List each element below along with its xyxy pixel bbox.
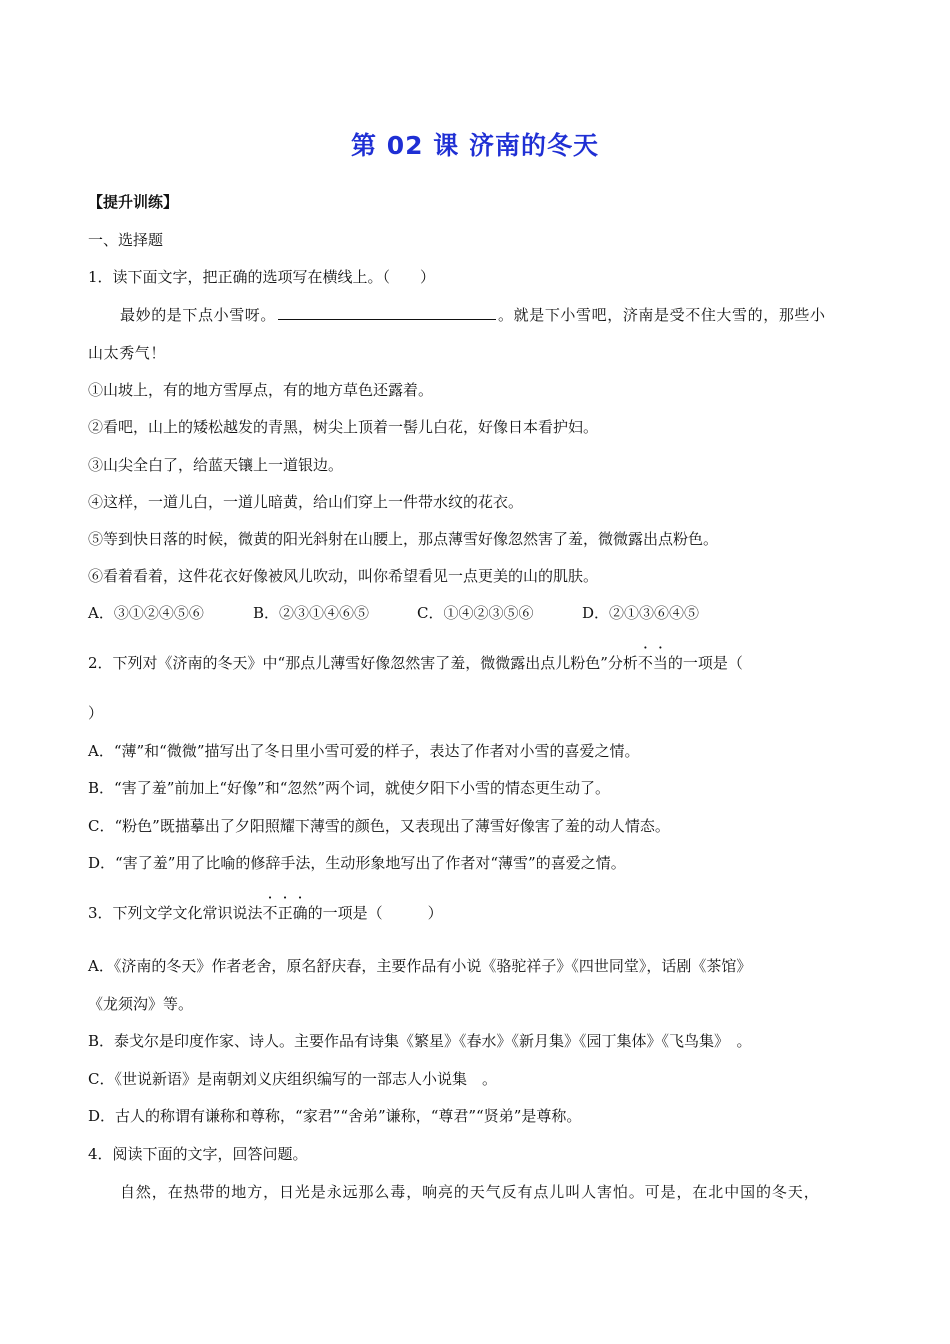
option-d: D．“害了羞”用了比喻的修辞手法，生动形象地写出了作者对“薄雪”的喜爱之情。 bbox=[88, 854, 626, 872]
passage-text-before: 最妙的是下点小雪呀。 bbox=[120, 306, 277, 324]
part-label: 一、选择题 bbox=[88, 231, 164, 249]
emphasis-char: 不 bbox=[262, 904, 278, 922]
emphasis-char: 确 bbox=[292, 904, 308, 922]
passage-text-after: 。就是下小雪吧，济南是受不住大雪的，那些小 bbox=[498, 306, 826, 324]
question-1-options bbox=[88, 603, 848, 623]
stem-text-end: 的一项是（ ） bbox=[307, 904, 443, 922]
sentence-item: ③山尖全白了，给蓝天镶上一道银边。 bbox=[88, 456, 344, 474]
option-a-continued: 《龙须沟》等。 bbox=[88, 995, 194, 1013]
option-a: A．③①②④⑤⑥ bbox=[88, 604, 204, 622]
option-d: D．②①③⑥④⑤ bbox=[582, 604, 700, 622]
option-a: A．《济南的冬天》作者老舍，原名舒庆春，主要作品有小说《骆驼祥子》《四世同堂》，话剧《茶馆》 bbox=[88, 957, 752, 975]
emphasis-char: 正 bbox=[277, 904, 293, 922]
emphasis-char: 不 bbox=[637, 654, 653, 672]
stem-text: 2．下列对《济南的冬天》中“那点儿薄雪好像忽然害了羞，微微露出点儿粉色”分析 bbox=[88, 654, 638, 672]
sentence-item: ②看吧，山上的矮松越发的青黑，树尖上顶着一髻儿白花，好像日本看护妇。 bbox=[88, 418, 599, 436]
option-c: C．《世说新语》是南朝刘义庆组织编写的一部志人小说集 。 bbox=[88, 1070, 497, 1088]
option-b: B．泰戈尔是印度作家、诗人。主要作品有诗集《繁星》《春水》《新月集》《园丁集体》《飞鸟集》 。 bbox=[88, 1032, 752, 1050]
stem-text: 3．下列文学文化常识说法 bbox=[88, 904, 263, 922]
section-label: 【提升训练】 bbox=[88, 193, 179, 211]
option-c: C．“粉色”既描摹出了夕阳照耀下薄雪的颜色，又表现出了薄雪好像害了羞的动人情态。 bbox=[88, 817, 670, 835]
question-4-passage: 自然，在热带的地方，日光是永远那么毒，响亮的天气反有点儿叫人害怕。可是，在北中国的冬天， bbox=[120, 1183, 820, 1201]
question-1-passage bbox=[120, 305, 826, 325]
page-title: 第 02 课 济南的冬天 bbox=[351, 131, 599, 160]
question-3-stem bbox=[88, 903, 443, 923]
answer-blank bbox=[278, 305, 496, 320]
question-2-stem bbox=[88, 653, 743, 673]
sentence-item: ①山坡上，有的地方雪厚点，有的地方草色还露着。 bbox=[88, 381, 434, 399]
option-b: B．②③①④⑥⑤ bbox=[253, 604, 370, 622]
question-2-stem-close: ） bbox=[88, 704, 104, 722]
option-a: A．“薄”和“微微”描写出了冬日里小雪可爱的样子，表达了作者对小雪的喜爱之情。 bbox=[88, 742, 640, 760]
option-b: B．“害了羞”前加上“好像”和“忽然”两个词，就使夕阳下小雪的情态更生动了。 bbox=[88, 779, 611, 797]
sentence-item: ⑥看着看着，这件花衣好像被风儿吹动，叫你希望看见一点更美的山的肌肤。 bbox=[88, 567, 599, 585]
question-1-stem: 1．读下面文字，把正确的选项写在横线上。（ ） bbox=[88, 268, 436, 286]
option-c: C．①④②③⑤⑥ bbox=[417, 604, 534, 622]
sentence-item: ④这样，一道儿白，一道儿暗黄，给山们穿上一件带水纹的花衣。 bbox=[88, 493, 524, 511]
emphasis-char: 当 bbox=[652, 654, 668, 672]
stem-text-end: 的一项是（ bbox=[667, 654, 743, 672]
sentence-item: ⑤等到快日落的时候，微黄的阳光斜射在山腰上，那点薄雪好像忽然害了羞，微微露出点粉色。 bbox=[88, 530, 719, 548]
option-d: D．古人的称谓有谦称和尊称，“家君”“舍弟”谦称，“尊君”“贤弟”是尊称。 bbox=[88, 1107, 582, 1125]
question-1-passage-line2: 山太秀气！ bbox=[88, 344, 167, 362]
question-4-stem: 4．阅读下面的文字，回答问题。 bbox=[88, 1145, 308, 1163]
